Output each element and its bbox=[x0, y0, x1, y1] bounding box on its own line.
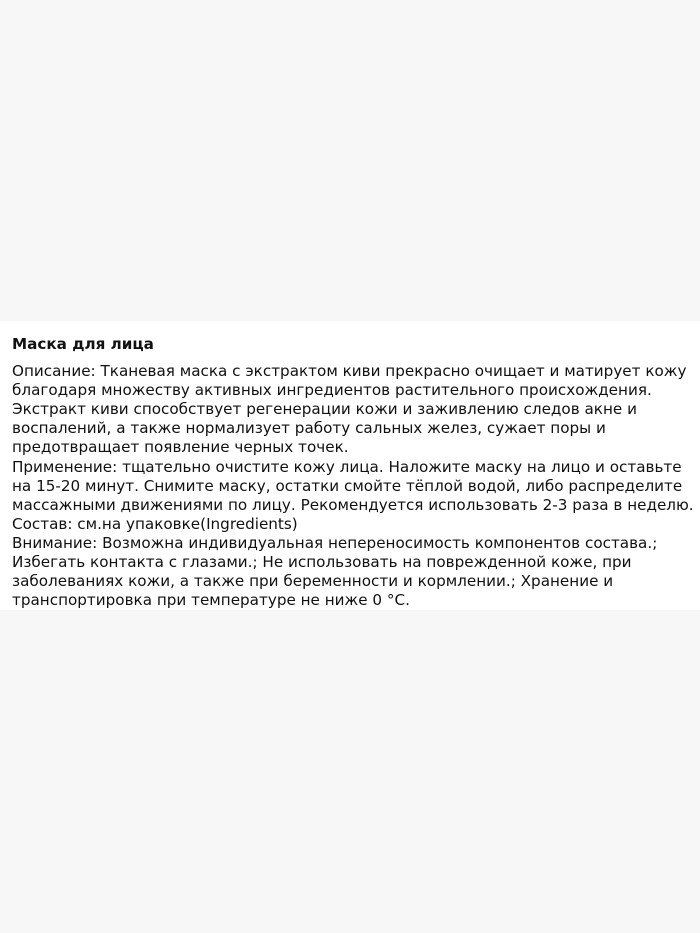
composition-text: Состав: см.на упаковке(Ingredients) bbox=[12, 514, 298, 533]
product-info-content bbox=[12, 335, 694, 610]
usage-text: Применение: тщательно очистите кожу лица. Наложите маску на лицо и оставьте на 15-20 минут. Снимите маску, остатки смойте тёплой водой, либо распределите массажными движениями по лицу. Рекомендуется использовать 2-3 раза в неделю. bbox=[12, 457, 694, 514]
product-title: Маска для лица bbox=[12, 335, 154, 353]
warning-text: Внимание: Возможна индивидуальная непереносимость компонентов состава.; Избегать контакта с глазами.; Не использовать на поврежденной коже, при заболеваниях кожи, а также при беременности и кормлении.; Хранение и транспортировка при температуре не ниже 0 °C. bbox=[12, 533, 658, 610]
description-text: Описание: Тканевая маска с экстрактом киви прекрасно очищает и матирует кожу благодаря множеству активных ингредиентов растительного происхождения. Экстракт киви способствует регенерации кожи и заживлению следов акне и воспалений, а также нормализует работу сальных желез, сужает поры и предотвращает появление черных точек. bbox=[12, 362, 687, 457]
product-info-card bbox=[0, 321, 700, 610]
